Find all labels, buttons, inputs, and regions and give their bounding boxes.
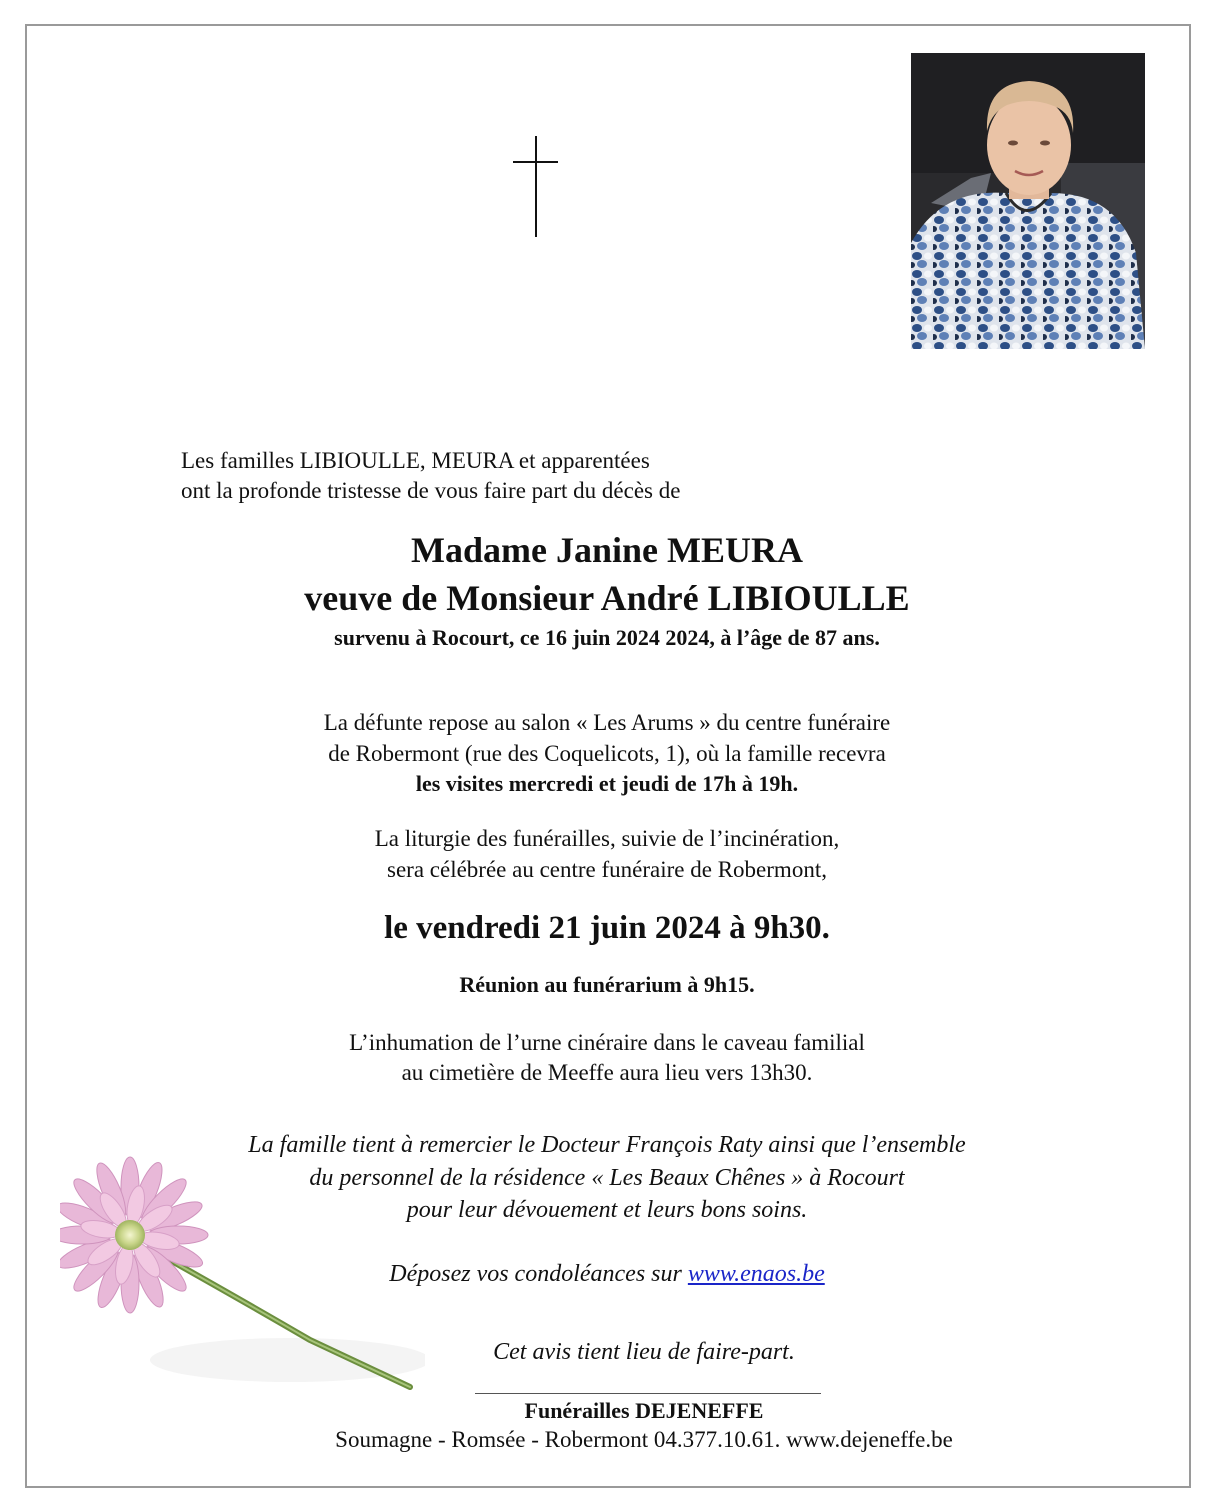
flower-icon (60, 1155, 425, 1405)
funeral-home-name: Funérailles DEJENEFFE (524, 1398, 764, 1423)
spouse-line: veuve de Monsieur André LIBIOULLE (304, 578, 910, 618)
thanks-line-3: pour leur dévouement et leurs bons soins. (406, 1197, 808, 1223)
condolences-prefix: Déposez vos condoléances sur (389, 1261, 688, 1287)
cross-icon (510, 134, 560, 239)
intro-line-1: Les familles LIBIOULLE, MEURA et apparentées (181, 448, 650, 473)
intro-line-2: ont la profonde tristesse de vous faire part du décès de (181, 478, 681, 503)
ceremony-date: le vendredi 21 juin 2024 à 9h30. (384, 910, 830, 946)
thanks-line-2: du personnel de la résidence « Les Beaux Chênes » à Rocourt (309, 1165, 905, 1191)
notice-text: Cet avis tient lieu de faire-part. (493, 1339, 795, 1365)
death-details: survenu à Rocourt, ce 16 juin 2024 2024, à l’âge de 87 ans. (334, 625, 880, 650)
condolences-link[interactable]: www.enaos.be (687, 1261, 825, 1287)
deceased-name: Madame Janine MEURA (411, 530, 803, 570)
portrait-photo (911, 53, 1145, 349)
ceremony-line-1: La liturgie des funérailles, suivie de l’incinération, (374, 826, 840, 851)
ceremony-line-2: sera célébrée au centre funéraire de Robermont, (387, 857, 827, 882)
burial-line-2: au cimetière de Meeffe aura lieu vers 13h30. (401, 1060, 813, 1085)
visitation-hours: les visites mercredi et jeudi de 17h à 19h. (415, 771, 799, 796)
meeting-time: Réunion au funérarium à 9h15. (459, 972, 755, 997)
signature-divider (475, 1393, 821, 1394)
visitation-line-1: La défunte repose au salon « Les Arums » du centre funéraire (323, 710, 891, 735)
visitation-line-2: de Robermont (rue des Coquelicots, 1), où la famille recevra (328, 741, 886, 766)
thanks-line-1: La famille tient à remercier le Docteur François Raty ainsi que l’ensemble (248, 1132, 966, 1158)
burial-line-1: L’inhumation de l’urne cinéraire dans le caveau familial (349, 1030, 865, 1055)
funeral-home-contact: Soumagne - Romsée - Robermont 04.377.10.61. www.dejeneffe.be (335, 1427, 953, 1452)
